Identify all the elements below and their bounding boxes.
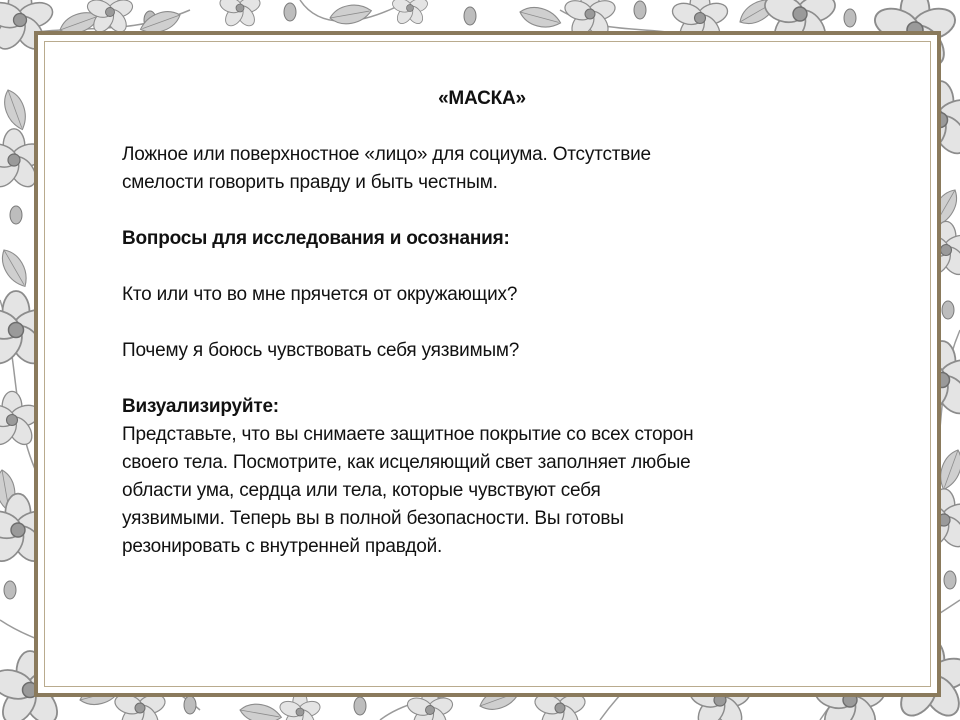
questions-heading: Вопросы для исследования и осознания: (122, 228, 510, 249)
visualize-block (122, 393, 882, 561)
definition-line: Ложное или поверхностное «лицо» для социума. Отсутствие (122, 144, 651, 165)
definition-block (122, 141, 882, 197)
definition-line: смелости говорить правду и быть честным. (122, 172, 498, 193)
slide-title: «МАСКА» (438, 88, 526, 109)
visualize-line: резонировать с внутренней правдой. (122, 536, 443, 557)
visualize-line: своего тела. Посмотрите, как исцеляющий свет заполняет любые (122, 452, 691, 473)
question-2: Почему я боюсь чувствовать себя уязвимым? (122, 340, 520, 361)
visualize-line: Представьте, что вы снимаете защитное покрытие со всех сторон (122, 424, 694, 445)
visualize-line: уязвимыми. Теперь вы в полной безопасности. Вы готовы (122, 508, 624, 529)
slide-content (122, 85, 882, 561)
visualize-heading: Визуализируйте: (122, 396, 279, 417)
question-1: Кто или что во мне прячется от окружающих? (122, 284, 518, 305)
visualize-line: области ума, сердца или тела, которые чувствуют себя (122, 480, 601, 501)
